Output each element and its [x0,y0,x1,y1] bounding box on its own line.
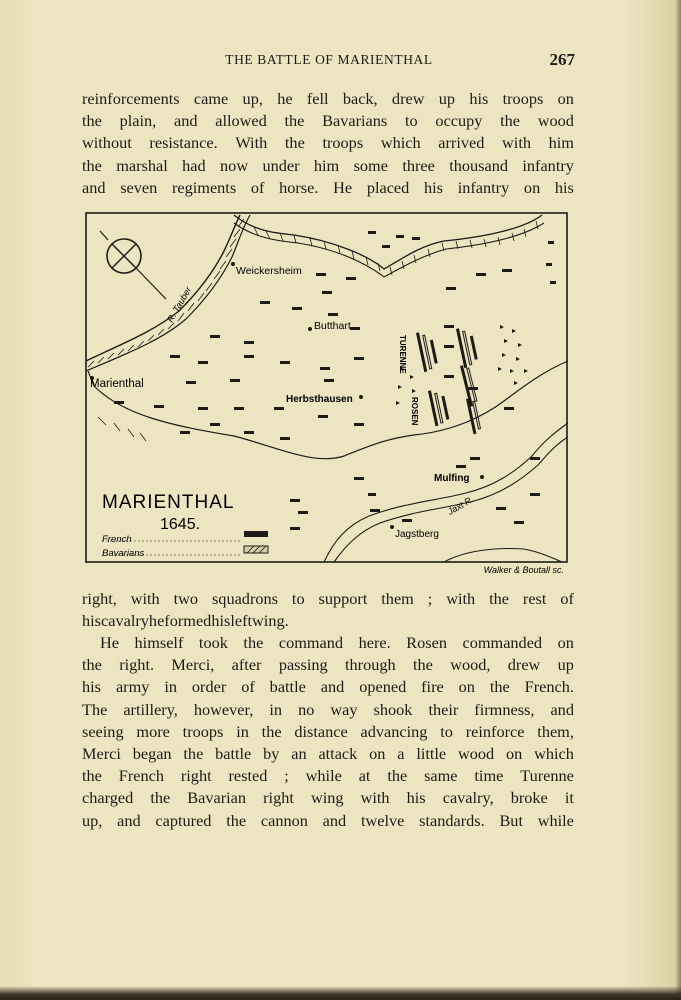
word: battle [269,677,306,697]
word: a [397,743,405,763]
word: plain, [119,111,157,131]
word: took [198,633,228,652]
word: With [235,133,268,153]
paragraph-next [82,632,574,832]
word: seven [120,177,158,197]
word: wood, [450,655,491,675]
word: of [250,177,265,197]
word: to [404,111,418,131]
text-line [82,110,574,132]
word: French. [524,677,574,697]
french-swatch [244,531,268,537]
word: right, [82,589,117,608]
commander-label-turenne: TURENNE [398,335,407,374]
word: with [360,788,390,808]
word: their [428,699,459,719]
word: which [380,133,421,153]
word: at [358,766,371,786]
page-edge-shadow [675,0,681,1000]
word: his [211,611,231,631]
word: thousand [449,155,509,175]
word: without [82,133,132,153]
word: left [230,611,253,631]
word: here. [358,633,391,652]
word: had [182,155,206,175]
word: on [557,89,574,108]
word: himself [134,633,184,652]
battle-map-illustration [84,211,573,577]
word: Turenne [520,766,574,786]
word: in [269,699,283,719]
word: of [560,589,574,608]
word: wing. [252,611,289,631]
text-line [82,177,574,199]
text-line [82,632,574,654]
word: he [148,611,165,631]
word: army [115,677,150,697]
word: his [554,177,574,197]
word: squadrons [211,589,278,608]
word: while [537,810,574,830]
word: came [193,89,229,108]
word: to [440,721,453,741]
word: the [489,589,509,608]
word: artillery, [123,699,178,719]
word: twelve [360,810,405,830]
word: and [173,111,198,131]
text-line [82,787,574,809]
text-line [82,699,574,721]
text-line [82,588,574,610]
word: on [523,177,541,197]
map-title: MARIENTHAL [102,492,235,513]
word: however, [193,699,254,719]
word: the [82,766,102,786]
place-label-marienthal: Marienthal [90,378,144,390]
word: by [263,743,280,763]
word: his [423,177,443,197]
word: now [220,155,249,175]
word: Merci, [171,655,215,675]
word: rest [522,589,547,608]
word: He [333,177,353,197]
word: allowed [215,111,267,131]
text-line [82,610,574,632]
text-line [82,155,574,177]
word: with [502,133,531,153]
word: which [534,743,574,763]
commander-label-rosen: ROSEN [410,397,419,426]
place-label-herbsthausen: Herbsthausen [286,394,353,405]
word: infantry [522,155,574,175]
word: right. [119,655,155,675]
word: the [387,766,408,786]
text-line [82,132,574,154]
word: the [183,743,204,763]
word: commanded [462,633,543,652]
word: them [381,589,414,608]
word: Bavarian [187,788,247,808]
word: the [150,788,171,808]
word: some [353,155,388,175]
river-label-tauber: R. Tauber [165,285,194,324]
word: it [564,788,574,808]
word: in [164,677,177,697]
word: Merci [82,743,121,763]
word: broke [510,788,548,808]
place-label-mulfing: Mulfing [434,473,470,484]
word: troops [502,89,544,108]
word: cannon [260,810,308,830]
word: standards. [419,810,485,830]
word: attack [318,743,358,763]
word: him [313,155,340,175]
place-label-weickersheim: Weickersheim [236,265,302,277]
word: charged [82,788,134,808]
word: fire [421,677,444,697]
text-line [82,654,574,676]
word: them, [537,721,574,741]
word: in [236,721,249,741]
word: horse. [279,177,319,197]
word: battle [215,743,252,763]
word: troops [182,721,224,741]
map-year: 1645. [160,516,201,533]
page-number: 267 [549,50,575,69]
word: cavalry, [442,788,494,808]
word: ; [284,766,289,786]
word: Rosen [406,633,447,652]
compass-rose-icon [100,231,166,299]
word: command [278,633,344,652]
word: opened [359,677,407,697]
word: wood [457,743,495,763]
word: drew [507,655,541,675]
word: drew [391,89,425,108]
word: The [82,699,108,719]
word: up [557,655,574,675]
text-line [82,743,574,765]
word: on [557,633,574,652]
word: seeing [82,721,124,741]
word: shook [373,699,413,719]
word: reinforcements [82,89,180,108]
word: Bavarians [322,111,388,131]
word: to [291,589,305,608]
word: on [458,677,475,697]
word: the [489,677,510,697]
word: the [82,111,102,131]
word: his [82,677,102,697]
text-line [82,810,574,832]
word: him [548,133,574,153]
word: French [118,766,164,786]
word: with [130,589,160,608]
word: passing [278,655,328,675]
word: rested [228,766,268,786]
word: distance [294,721,348,741]
word: the [243,633,264,652]
word: firmness, [474,699,535,719]
word: and [322,810,347,830]
word: resistance. [149,133,218,153]
word: time [474,766,504,786]
word: cavalry [101,611,149,631]
word: marshal [116,155,168,175]
text-line [82,721,574,743]
word: wood [537,111,574,131]
word: infantry [457,177,510,197]
running-head-title: THE BATTLE OF MARIENTHAL [225,52,433,67]
word: while [305,766,342,786]
town-marker [480,475,484,479]
word: way [330,699,358,719]
word: the [284,111,305,131]
word: back, [342,89,378,108]
word: his [406,788,426,808]
word: regiments [171,177,237,197]
word: the [284,133,305,153]
word: he [277,89,293,108]
legend-label-bavarians: Bavarians [102,548,145,559]
word: the [412,655,433,675]
word: advancing [360,721,428,741]
town-marker [359,395,363,399]
word: fell [306,89,329,108]
word: arrived [438,133,485,153]
word: right [180,766,212,786]
word: two [173,589,199,608]
word: through [344,655,396,675]
word: up, [82,810,103,830]
word: But [499,810,523,830]
word: little [416,743,447,763]
legend-label-french: French [102,534,132,545]
paragraph-bottom [82,588,574,632]
word: up [438,89,456,108]
word: more [136,721,170,741]
word: placed [366,177,410,197]
word: and [117,810,141,830]
word: the [82,155,102,175]
word: wing [310,788,344,808]
word: after [231,655,262,675]
engraver-credit: Walker & Boutall sc. [483,565,564,575]
word: right [263,788,294,808]
word: no [298,699,315,719]
word: formed [164,611,212,631]
word: ; [427,589,433,608]
river-label-jaxt: Jaxt R. [446,494,476,517]
word: reinforce [465,721,525,741]
word: He [100,633,119,652]
jaxt-river [324,423,568,562]
place-label-butthart: Butthart [314,320,351,332]
running-head [83,52,575,74]
town-marker [308,327,312,331]
word: on [506,743,523,763]
tauber-river [86,215,250,371]
place-label-jagstberg: Jagstberg [395,529,439,540]
word: under [262,155,300,175]
word: with [446,589,476,608]
text-line [82,88,574,110]
word: began [132,743,172,763]
word: of [241,677,255,697]
battle-map [84,211,573,577]
word: three [402,155,435,175]
word: the [82,655,102,675]
town-marker [390,525,394,529]
plain-boundary [94,361,568,459]
word: and [550,699,574,719]
town-marker [231,262,235,266]
word: the [500,111,521,131]
word: same [424,766,458,786]
word: captured [155,810,212,830]
paragraph-top [82,88,574,199]
word: the [261,721,282,741]
word: occupy [435,111,483,131]
text-line [82,676,574,698]
word: on [369,743,386,763]
word: his [469,89,489,108]
word: support [318,589,368,608]
page-bottom-edge [0,986,681,1000]
word: and [82,177,106,197]
word: and [320,677,345,697]
word: an [291,743,307,763]
word: his [82,611,102,631]
word: the [226,810,247,830]
text-line [82,765,574,787]
word: up, [242,89,263,108]
word: troops [322,133,364,153]
word: order [191,677,227,697]
